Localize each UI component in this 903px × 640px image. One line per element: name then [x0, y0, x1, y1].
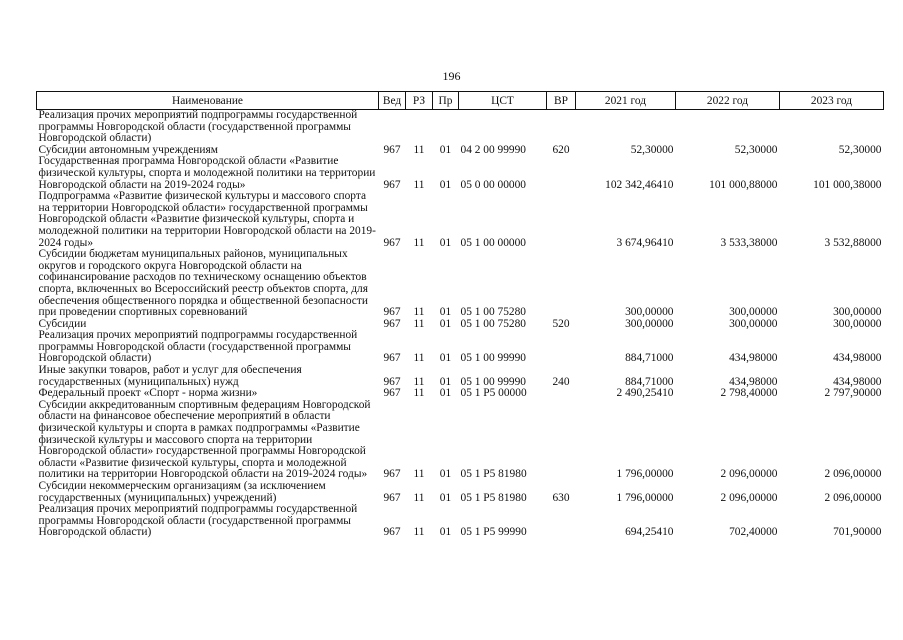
row-rz: 11 [413, 143, 425, 156]
row-2022: 434,98000 [729, 352, 778, 365]
row-vr [547, 110, 576, 145]
row-name: Субсидии некоммерческим организациям (за исключением государственных (муниципальных) учреждений) [38, 480, 326, 504]
row-2023: 701,90000 [833, 526, 882, 539]
row-2022 [676, 110, 780, 145]
col-header-name: Наименование [37, 92, 379, 110]
row-rz: 11 [413, 236, 425, 249]
row-2021: 3 674,96410 [616, 236, 674, 249]
row-ved: 967 [383, 491, 401, 504]
col-header-pr: Пр [433, 92, 459, 110]
row-vr [547, 191, 576, 249]
row-pr: 01 [439, 468, 452, 481]
row-pr: 01 [439, 526, 452, 539]
row-pr [433, 110, 459, 145]
row-rz: 11 [413, 387, 425, 400]
row-2023: 3 532,88000 [824, 236, 882, 249]
row-vr [547, 504, 576, 539]
row-vr: 630 [552, 491, 570, 504]
page-number: 196 [442, 69, 461, 83]
table-row [37, 249, 884, 319]
row-ved: 967 [383, 306, 401, 319]
row-rz: 11 [413, 468, 425, 481]
row-vr: 620 [552, 143, 570, 156]
row-name: Реализация прочих мероприятий подпрограммы государственной программы Новгородской области (государственной программы Новгородской области) [38, 109, 358, 145]
row-name: Реализация прочих мероприятий подпрограммы государственной программы Новгородской области (государственной программы Новгородской области) [38, 329, 358, 365]
row-vr: 520 [552, 317, 570, 330]
row-2021: 1 796,00000 [616, 491, 674, 504]
row-pr: 01 [439, 178, 452, 191]
row-2022: 2 096,00000 [720, 491, 778, 504]
row-ved: 967 [383, 375, 401, 388]
row-2022: 3 533,38000 [720, 236, 778, 249]
row-2021: 102 342,46410 [605, 178, 674, 191]
table-row [37, 191, 884, 249]
row-2022: 2 096,00000 [720, 468, 778, 481]
header-row [37, 92, 884, 110]
table-row [37, 400, 884, 481]
row-name: Иные закупки товаров, работ и услуг для обеспечения государственных (муниципальных) нужд [38, 364, 302, 388]
row-2021: 884,71000 [625, 375, 674, 388]
row-2021: 1 796,00000 [616, 468, 674, 481]
row-2022: 702,40000 [729, 526, 778, 539]
col-header-2021: 2021 год [576, 92, 676, 110]
col-header-ved: Вед [379, 92, 406, 110]
row-ved: 967 [383, 526, 401, 539]
row-2022: 52,30000 [734, 143, 778, 156]
row-2023: 2 797,90000 [824, 387, 882, 400]
table-row [37, 504, 884, 539]
row-pr: 01 [439, 317, 452, 330]
col-header-2022: 2022 год [676, 92, 780, 110]
row-cst: 05 1 00 75280 [460, 306, 526, 319]
row-vr [547, 249, 576, 319]
row-2021: 300,00000 [625, 306, 674, 319]
row-2023: 434,98000 [833, 352, 882, 365]
row-vr [547, 330, 576, 365]
row-ved [379, 110, 406, 145]
row-pr: 01 [439, 375, 452, 388]
row-pr: 01 [439, 491, 452, 504]
row-2021: 300,00000 [625, 317, 674, 330]
row-ved: 967 [383, 387, 401, 400]
row-name: Федеральный проект «Спорт - норма жизни» [38, 387, 258, 400]
row-2022: 2 798,40000 [720, 387, 778, 400]
row-2023: 434,98000 [833, 375, 882, 388]
row-2022: 300,00000 [729, 317, 778, 330]
row-cst: 04 2 00 99990 [460, 143, 526, 156]
row-cst: 05 0 00 00000 [460, 178, 526, 191]
row-cst: 05 1 00 75280 [460, 317, 526, 330]
row-cst: 05 1 P5 81980 [460, 468, 527, 481]
row-name: Субсидии автономным учреждениям [38, 143, 218, 156]
row-ved: 967 [383, 143, 401, 156]
row-2023: 52,30000 [838, 143, 882, 156]
row-ved: 967 [383, 317, 401, 330]
table-row [37, 481, 884, 504]
row-cst: 05 1 P5 00000 [460, 387, 527, 400]
row-name: Государственная программа Новгородской области «Развитие физической культуры, спорта и молодежной политики на территории Новгородской области на 2019-2024 годы» [38, 155, 376, 191]
row-cst: 05 1 P5 81980 [460, 491, 527, 504]
row-rz: 11 [413, 375, 425, 388]
row-ved: 967 [383, 236, 401, 249]
row-cst [459, 110, 547, 145]
row-ved: 967 [383, 468, 401, 481]
row-pr: 01 [439, 306, 452, 319]
table-row [37, 330, 884, 365]
row-rz: 11 [413, 306, 425, 319]
row-2022: 300,00000 [729, 306, 778, 319]
table-row [37, 110, 884, 145]
row-pr: 01 [439, 352, 452, 365]
row-pr: 01 [439, 143, 452, 156]
col-header-cst: ЦСТ [459, 92, 547, 110]
row-name: Реализация прочих мероприятий подпрограммы государственной программы Новгородской области (государственной программы Новгородской области) [38, 503, 358, 539]
row-2023: 101 000,38000 [813, 178, 882, 191]
row-2023: 2 096,00000 [824, 468, 882, 481]
row-name: Подпрограмма «Развитие физической культуры и массового спорта на территории Новгородской области» государственной программы Новгородской области «Развитие физической культуры, спорта и молодежной политики на территории Новгородской области на 2019-2024 годы» [38, 190, 376, 249]
row-name: Субсидии аккредитованным спортивным федерациям Новгородской области на финансовое обеспечение мероприятий в области физической культуры и спорта в рамках подпрограммы «Развитие физической культуры и массового спорта на территории Новгородской области» государственной программы Новгородской области «Развитие физической культуры, спорта и молодежной политики на территории Новгородской области на 2019-2024 годы» [38, 398, 371, 481]
row-2022: 434,98000 [729, 375, 778, 388]
row-cst: 05 1 00 99990 [460, 375, 526, 388]
row-2023: 300,00000 [833, 306, 882, 319]
row-ved: 967 [383, 352, 401, 365]
row-rz: 11 [413, 491, 425, 504]
row-rz: 11 [413, 317, 425, 330]
row-pr: 01 [439, 387, 452, 400]
row-2021: 884,71000 [625, 352, 674, 365]
row-2021: 2 490,25410 [616, 387, 674, 400]
row-2023 [780, 110, 884, 145]
row-vr: 240 [552, 375, 570, 388]
row-pr: 01 [439, 236, 452, 249]
row-ved: 967 [383, 178, 401, 191]
col-header-vr: ВР [547, 92, 576, 110]
row-cst: 05 1 00 00000 [460, 236, 526, 249]
col-header-2023: 2023 год [780, 92, 884, 110]
row-rz: 11 [413, 352, 425, 365]
row-vr [547, 156, 576, 191]
row-rz: 11 [413, 526, 425, 539]
col-header-rz: РЗ [406, 92, 433, 110]
row-name: Субсидии [38, 317, 87, 330]
row-vr [547, 400, 576, 481]
row-2022: 101 000,88000 [709, 178, 778, 191]
row-vr [547, 388, 576, 400]
row-rz [406, 110, 433, 145]
row-2023: 2 096,00000 [824, 491, 882, 504]
budget-table [36, 91, 884, 539]
row-2021: 694,25410 [625, 526, 674, 539]
row-cst: 05 1 00 99990 [460, 352, 526, 365]
table-row [37, 156, 884, 191]
row-cst: 05 1 P5 99990 [460, 526, 527, 539]
row-2021 [576, 110, 676, 145]
row-2021: 52,30000 [630, 143, 674, 156]
table-row [37, 365, 884, 388]
row-2023: 300,00000 [833, 317, 882, 330]
row-rz: 11 [413, 178, 425, 191]
row-name: Субсидии бюджетам муниципальных районов, муниципальных округов и городского округа Новгородской области на софинансирование расходов по техническому оснащению объектов спорта, включенных во Всероссийский реестр объектов спорта, для обеспечения общественного порядка и общественной безопасности при проведении спортивных соревнований [38, 248, 368, 319]
